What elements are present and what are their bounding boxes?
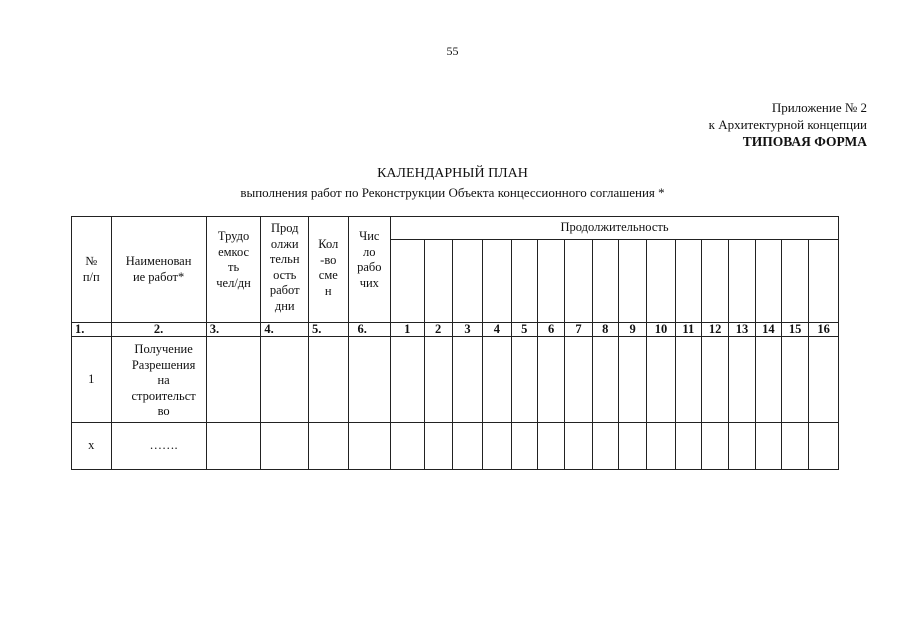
row-work-name (111, 337, 206, 423)
period-number: 11 (675, 323, 701, 337)
table-row (72, 337, 839, 423)
table-cell (729, 337, 755, 423)
header-text: рабо (357, 260, 382, 274)
table-row (72, 423, 839, 470)
table-cell (424, 337, 452, 423)
table-cell (483, 337, 511, 423)
period-cell (729, 240, 755, 323)
period-number: 5 (511, 323, 537, 337)
header-text: ть (227, 260, 240, 274)
period-number: 3 (452, 323, 482, 337)
table-cell (261, 423, 309, 470)
table-cell (452, 337, 482, 423)
period-number: 16 (809, 323, 839, 337)
header-period: Продолжительность (391, 217, 839, 240)
row-text: во (157, 404, 170, 419)
header-text: чел/дн (216, 275, 251, 290)
table-cell (206, 423, 261, 470)
document-title: КАЛЕНДАРНЫЙ ПЛАН (377, 166, 528, 181)
form-type-label: ТИПОВАЯ ФОРМА (742, 134, 867, 149)
row-text: строительст (131, 388, 196, 403)
header-text: Прод (270, 221, 299, 235)
period-cell (565, 240, 592, 323)
row-text: Разрешения (131, 357, 196, 372)
table-cell (755, 423, 781, 470)
table-cell (618, 423, 646, 470)
row-text: Получение (134, 342, 193, 357)
column-number-row (72, 323, 839, 337)
table-cell (592, 337, 618, 423)
period-number: 6 (537, 323, 564, 337)
appendix-block (709, 99, 867, 150)
period-number: 10 (647, 323, 675, 337)
header-labor (206, 217, 261, 323)
appendix-line: к Архитектурной концепции (708, 117, 867, 132)
table-cell (537, 337, 564, 423)
table-cell (391, 423, 424, 470)
table-cell (348, 337, 391, 423)
header-text: сме (318, 268, 338, 282)
row-number: х (72, 423, 112, 470)
period-number: 1 (391, 323, 424, 337)
table-cell (675, 423, 701, 470)
header-text: п/п (82, 269, 100, 284)
period-cell (647, 240, 675, 323)
header-text: емкос (218, 244, 250, 259)
period-cell (592, 240, 618, 323)
period-cell (675, 240, 701, 323)
period-cell (782, 240, 809, 323)
period-number: 15 (782, 323, 809, 337)
header-text: чих (359, 275, 379, 290)
header-text: олжи (270, 236, 299, 251)
period-cell (537, 240, 564, 323)
header-text: -во (320, 252, 337, 267)
period-number: 13 (729, 323, 755, 337)
period-cell (391, 240, 424, 323)
table-cell (452, 423, 482, 470)
table-cell (592, 423, 618, 470)
period-cell (483, 240, 511, 323)
column-number: 1. (72, 323, 112, 337)
header-text: дни (274, 298, 295, 313)
table-cell (309, 423, 349, 470)
column-number: 5. (309, 323, 349, 337)
table-cell (702, 423, 729, 470)
header-text: Чис (359, 229, 380, 243)
period-cell (755, 240, 781, 323)
period-number: 12 (702, 323, 729, 337)
header-text: № (85, 254, 98, 268)
table-cell (729, 423, 755, 470)
period-number: 2 (424, 323, 452, 337)
table-cell (511, 423, 537, 470)
table-cell (261, 337, 309, 423)
header-num (72, 217, 112, 323)
period-cell (702, 240, 729, 323)
column-number: 6. (348, 323, 391, 337)
page-number: 55 (446, 44, 459, 58)
period-cell (424, 240, 452, 323)
table-cell (618, 337, 646, 423)
appendix-line: Приложение № 2 (771, 100, 867, 115)
header-text: ость (273, 267, 297, 282)
table-cell (391, 337, 424, 423)
row-text: на (157, 373, 170, 388)
table-cell (537, 423, 564, 470)
table-cell (809, 337, 839, 423)
period-cell (511, 240, 537, 323)
column-number: 2. (111, 323, 206, 337)
table-cell (647, 337, 675, 423)
table-cell (511, 337, 537, 423)
header-text: работ (269, 283, 300, 297)
column-number: 4. (261, 323, 309, 337)
table-cell (348, 423, 391, 470)
header-text: Кол (318, 237, 339, 251)
calendar-plan-table (71, 216, 839, 470)
table-cell (565, 423, 592, 470)
header-text: Трудо (217, 229, 250, 243)
table-cell (782, 423, 809, 470)
table-cell (309, 337, 349, 423)
period-cell (452, 240, 482, 323)
column-number: 3. (206, 323, 261, 337)
header-text: н (324, 283, 332, 298)
period-number: 14 (755, 323, 781, 337)
period-number: 4 (483, 323, 511, 337)
table-cell (483, 423, 511, 470)
header-text: ло (363, 244, 376, 259)
period-number: 9 (618, 323, 646, 337)
header-workers (348, 217, 391, 323)
header-shifts (309, 217, 349, 323)
table-cell (647, 423, 675, 470)
header-text: тельн (269, 252, 300, 266)
period-cell (618, 240, 646, 323)
table-cell (755, 337, 781, 423)
table-cell (424, 423, 452, 470)
table-cell (809, 423, 839, 470)
header-name (111, 217, 206, 323)
period-cell (809, 240, 839, 323)
table-cell (565, 337, 592, 423)
header-text: Наименован (125, 254, 192, 268)
row-number: 1 (72, 337, 112, 423)
period-number: 7 (565, 323, 592, 337)
table-cell (702, 337, 729, 423)
header-duration (261, 217, 309, 323)
table-cell (782, 337, 809, 423)
header-text: ие работ* (132, 269, 185, 284)
document-subtitle: выполнения работ по Реконструкции Объекта концессионного соглашения * (240, 185, 665, 200)
row-work-name: ……. (111, 423, 206, 470)
period-number: 8 (592, 323, 618, 337)
table-cell (675, 337, 701, 423)
table-cell (206, 337, 261, 423)
